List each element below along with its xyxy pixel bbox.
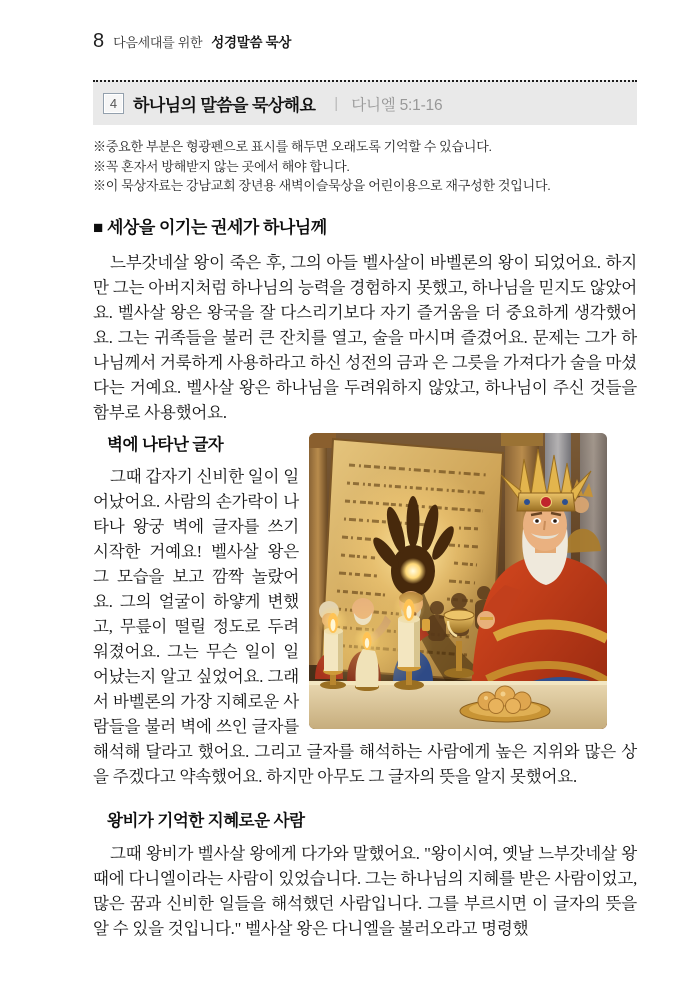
running-head	[93, 30, 637, 53]
instruction-notes	[93, 137, 637, 196]
note-line: ※꼭 혼자서 방해받지 않는 곳에서 해야 합니다.	[93, 158, 350, 174]
queen-paragraph: 그때 왕비가 벨사살 왕에게 다가와 말했어요. "왕이시여, 옛날 느부갓네살 왕 때에 다니엘이라는 사람이 있었습니다. 그는 하나님의 지혜를 받은 사람이었고, 많은 꿈과 신비한 일들을 해석했던 사람입니다. 그를 부르시면 이 글자의 뜻을 알 수 있을 것입니다." 벨사살 왕은 다니엘을 불러오라고 명령했	[93, 843, 637, 938]
main-section-heading: ■ 세상을 이기는 권세가 하나님께	[93, 217, 327, 237]
lesson-title: 하나님의 말씀을 묵상해요	[133, 96, 316, 115]
sub-heading-wall: 벽에 나타난 글자	[107, 435, 224, 454]
series-title: 다음세대를 위한	[113, 35, 203, 50]
belshazzar-feast-image	[309, 433, 607, 729]
queen-section	[93, 807, 637, 941]
page-content	[93, 0, 637, 941]
section-number-badge: 4	[103, 93, 124, 114]
sub-heading-queen: 왕비가 기억한 지혜로운 사람	[107, 811, 305, 830]
series-title-bold: 성경말씀 묵상	[211, 35, 292, 50]
page-number: 8	[93, 30, 105, 52]
intro-paragraph: 느부갓네살 왕이 죽은 후, 그의 아들 벨사살이 바벨론의 왕이 되었어요. 하지만 그는 아버지처럼 하나님의 능력을 경험하지 못했고, 하나님을 믿지도 않았어요. 벨사살 왕은 왕국을 잘 다스리기보다 자기 즐거움을 더 중요하게 생각했어요. 그는 귀족들을 불러 큰 잔치를 열고, 술을 마시며 즐겼어요. 문제는 그가 하나님께서 거룩하게 사용하라고 하신 성전의 금과 은 그릇을 가져다가 술을 마셨다는 거예요. 벨사살 왕은 하나님을 두려워하지 않았고, 하나님이 주신 것들을 함부로 사용했어요.	[93, 252, 637, 422]
scripture-reference: 다니엘 5:1-16	[351, 96, 443, 114]
note-line: ※중요한 부분은 형광펜으로 표시를 해두면 오래도록 기억할 수 있습니다.	[93, 139, 492, 154]
wall-writing-section	[93, 433, 637, 789]
wall-paragraph: 그때 갑자기 신비한 일이 일어났어요. 사람의 손가락이 나타나 왕궁 벽에 글자를 쓰기 시작한 거예요! 벨사살 왕은 그 모습을 보고 깜짝 놀랐어요. 그의 얼굴이 하얗게 변했고, 무릎이 떨릴 정도로 두려워졌어요. 그는 무슨 일이 일어났는지 알고 싶었어요. 그래서 바벨론의 가장 지혜로운 사람들을 불러 벽에 쓰인 글자를 해석해 달라고 했어요. 그리고 글자를 해석하는 사람에게 높은 지위와 많은 상을 주겠다고 약속했어요. 하지만 아무도 그 글자의 뜻을 알지 못했어요.	[93, 466, 637, 786]
feast-illustration	[309, 433, 607, 729]
lesson-title-bar	[93, 80, 637, 125]
note-line: ※이 묵상자료는 강남교회 장년용 새벽이슬묵상을 어린이용으로 재구성한 것입니다.	[93, 178, 551, 193]
title-separator: |	[334, 95, 339, 112]
